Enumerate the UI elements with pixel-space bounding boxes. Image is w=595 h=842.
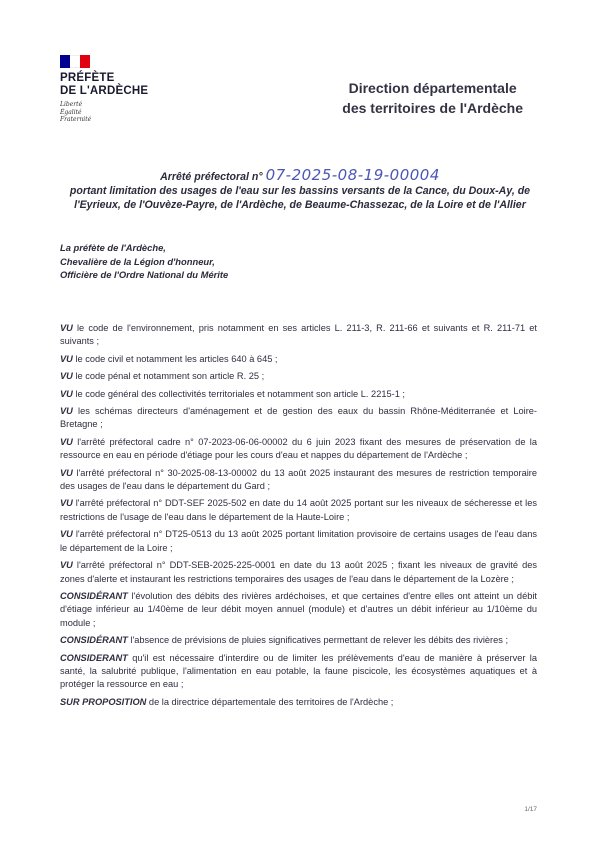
visa-paragraph xyxy=(60,388,537,401)
arrete-label: Arrêté préfectoral n° xyxy=(160,171,263,183)
paragraph-text: le code pénal et notamment son article R. 25 ; xyxy=(72,371,265,382)
paragraph-keyword: VU xyxy=(60,371,73,382)
paragraph-keyword: VU xyxy=(60,406,73,417)
considerant-paragraph xyxy=(60,590,537,630)
paragraph-text: l'évolution des débits des rivières ardéchoises, et que certaines d'entre elles ont atteint un débit d'étiage inférieur au 1/40ème de leur débit moyen annuel (module) et d'autres un débit inférieur au 1/10ème du module ; xyxy=(60,590,537,628)
visa-paragraph xyxy=(60,436,537,463)
french-flag-icon xyxy=(60,55,90,68)
prefete-signatory-block xyxy=(60,241,228,282)
visa-paragraph xyxy=(60,559,537,586)
visa-paragraph xyxy=(60,497,537,524)
paragraph-text: les schémas directeurs d'aménagement et de gestion des eaux du bassin Rhône-Méditerranée et Loire-Bretagne ; xyxy=(60,406,537,430)
visa-paragraph xyxy=(60,528,537,555)
paragraph-text: l'absence de prévisions de pluies significatives permettant de relever les débits des rivières ; xyxy=(127,635,509,646)
proposition-paragraph xyxy=(60,696,537,709)
paragraph-text: le code général des collectivités territoriales et notamment son article L. 2215-1 ; xyxy=(72,388,406,399)
arrete-number: 07-2025-08-19-00004 xyxy=(265,166,440,184)
paragraph-text: de la directrice départementale des territoires de l'Ardèche ; xyxy=(146,696,394,707)
arrete-subject: portant limitation des usages de l'eau sur les bassins versants de la Cance, du Doux-Ay, de l'Eyrieux, de l'Ouvèze-Payre, de l'Ardèche, de Beaume-Chassezac, de la Loire et de l'Allier xyxy=(69,185,531,211)
paragraph-keyword: VU xyxy=(60,529,73,540)
visa-paragraph xyxy=(60,353,537,366)
paragraph-text: qu'il est nécessaire d'interdire ou de limiter les prélèvements d'eau de manière à préserver la santé, la salubrité publique, l'alimentation en eau potable, la faune piscicole, les écosystèmes aquatiques et à protéger la ressource en eau ; xyxy=(60,652,537,690)
republic-motto: Liberté Égalité Fraternité xyxy=(60,101,92,123)
paragraph-keyword: CONSIDÉRANT xyxy=(60,590,128,601)
paragraph-keyword: VU xyxy=(60,560,73,571)
visa-paragraph xyxy=(60,370,537,383)
prefete-line: Officière de l'Ordre National du Mérite xyxy=(60,269,229,280)
paragraph-keyword: CONSIDÉRANT xyxy=(60,635,128,646)
visa-paragraph xyxy=(60,405,537,432)
prefecture-logo xyxy=(60,55,170,124)
visa-paragraph xyxy=(60,467,537,494)
visa-paragraph xyxy=(60,322,537,349)
paragraph-keyword: CONSIDERANT xyxy=(60,652,128,663)
paragraph-text: l'arrêté préfectoral cadre n° 07-2023-06-06-00002 du 6 juin 2023 fixant des mesures de préservation de la ressource en eau en période d'étiage pour les cours d'eau et nappes du département de l'Ardèche ; xyxy=(60,436,537,461)
paragraph-keyword: VU xyxy=(60,353,73,364)
paragraph-text: le code civil et notamment les articles 640 à 645 ; xyxy=(72,353,278,364)
paragraph-keyword: VU xyxy=(60,323,73,333)
paragraph-keyword: VU xyxy=(60,498,73,509)
organization-title: Direction départementale des territoires de l'Ardèche xyxy=(342,80,523,116)
paragraph-text: l'arrêté préfectoral n° DDT-SEB-2025-225-0001 en date du 13 août 2025 ; fixant les niveaux de gravité des zones d'alerte et instaurant les restrictions temporaires des usages de l'eau dans le département de la Lozère ; xyxy=(60,560,537,584)
prefecture-name: PRÉFÈTE DE L'ARDÈCHE xyxy=(60,72,149,97)
document-body xyxy=(60,322,537,713)
paragraph-text: l'arrêté préfectoral n° 30-2025-08-13-00002 du 13 août 2025 instaurant des mesures de restriction temporaire des usages de l'eau dans le département du Gard ; xyxy=(60,467,537,492)
paragraph-keyword: VU xyxy=(60,467,73,478)
paragraph-keyword: VU xyxy=(60,436,73,447)
paragraph-text: l'arrêté préfectoral n° DDT-SEF 2025-502 en date du 14 août 2025 portant sur les niveaux de sécheresse et les restrictions de l'usage de l'eau dans le département de la Haute-Loire ; xyxy=(60,498,537,522)
considerant-paragraph xyxy=(60,634,537,647)
arrete-heading xyxy=(60,168,540,212)
paragraph-text: l'arrêté préfectoral n° DT25-0513 du 13 août 2025 portant limitation provisoire de certains usages de l'eau dans le département de la Loire ; xyxy=(60,529,537,553)
page-number: 1/17 xyxy=(524,806,537,813)
prefete-line: Chevalière de la Légion d'honneur, xyxy=(60,255,215,267)
paragraph-keyword: VU xyxy=(60,388,73,399)
paragraph-keyword: SUR PROPOSITION xyxy=(60,696,147,707)
paragraph-text: le code de l'environnement, pris notamment en ses articles L. 211-3, R. 211-66 et suivants et R. 211-71 et suivants ; xyxy=(60,323,537,347)
prefete-line: La préfète de l'Ardèche, xyxy=(60,242,166,253)
considerant-paragraph xyxy=(60,652,537,692)
